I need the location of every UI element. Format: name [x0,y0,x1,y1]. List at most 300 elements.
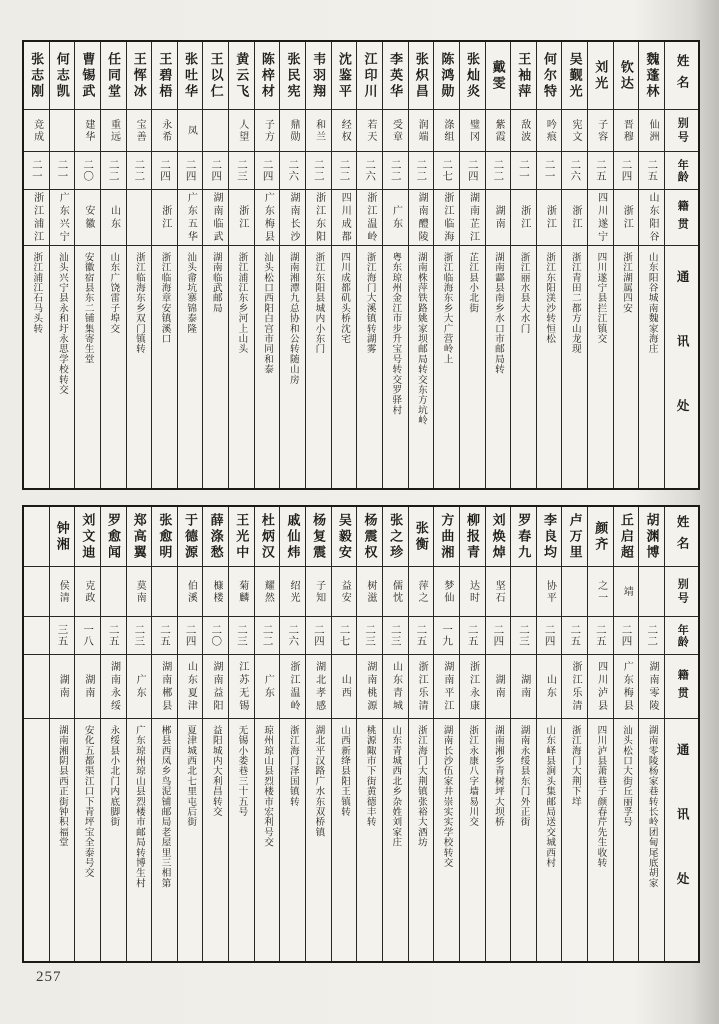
entry-contact: 山东广饶雷子埠交 [108,252,120,334]
entry-origin: 湖南零陵 [639,655,664,719]
header-alt-name: 别号 [665,110,698,152]
entry-origin: 浙江 [511,190,536,246]
entry-contact: 浙江丽水县大水门 [518,252,530,334]
entry-age: 二二 [639,617,664,655]
entry-name: 罗愈闻 [101,507,126,567]
entry-alt-name: 树滋 [357,567,382,617]
entry-name: 郑高翼 [127,507,152,567]
entry-name: 王袖萍 [511,42,536,110]
header-column [664,507,698,961]
entry-name: 王光中 [229,507,254,567]
entry-alt-name [24,567,49,617]
entry-name [24,507,49,567]
entry-name: 张之珍 [383,507,408,567]
entry-age: 二五 [152,617,177,655]
entry-column [510,42,536,488]
entry-column [485,507,511,961]
entry-contact: 湖南株萍铁路姚家坝邮局转交东方坑岭 [415,252,427,426]
entry-contact: 湖南湘潭九总协和公转随山房 [287,252,299,385]
entry-contact: 安化五都渠江口下青坪宝全泰号交 [82,725,94,878]
entry-age: 二四 [614,152,639,190]
entry-contact: 无锡小娄巷三十五号 [236,725,248,817]
entry-name: 杨复震 [306,507,331,567]
entry-origin: 山东阳谷 [639,190,664,246]
entry-alt-name: 重远 [101,110,126,152]
entry-origin: 浙江温岭 [280,655,305,719]
entry-name: 张愈明 [152,507,177,567]
entry-age: 二一 [24,152,49,190]
entry-column [74,42,100,488]
entry-column [433,507,459,961]
entry-origin: 安徽 [75,190,100,246]
entry-age: 二二 [486,152,511,190]
entry-origin: 四川成都 [332,190,357,246]
entry-column [433,42,459,488]
entry-name: 何尔特 [537,42,562,110]
entry-origin: 山东 [101,190,126,246]
entry-name: 方曲湘 [434,507,459,567]
header-alt-name: 别号 [665,567,698,617]
entry-age: 二六 [357,152,382,190]
entry-alt-name: 萍之 [409,567,434,617]
entry-age: 二三 [357,617,382,655]
entry-alt-name: 涤组 [434,110,459,152]
entry-age: 二〇 [75,152,100,190]
entry-alt-name: 仙洲 [639,110,664,152]
header-origin: 籍贯 [665,190,698,246]
entry-age: 二四 [178,617,203,655]
entry-column [49,507,75,961]
entry-age: 二五 [562,617,587,655]
entry-alt-name: 侯清 [50,567,75,617]
entry-origin: 广东 [255,655,280,719]
entry-origin: 湖南芷江 [460,190,485,246]
entry-origin: 浙江 [229,190,254,246]
entry-origin [127,190,152,246]
entry-contact: 浙江海门大荆镇张裕大酒坊 [415,725,427,848]
entry-name: 卢万里 [562,507,587,567]
entry-column [459,42,485,488]
entry-origin: 山东夏津 [178,655,203,719]
entry-alt-name [101,567,126,617]
entry-contact: 山东青城西北乡杂姓刘家庄 [390,725,402,848]
entry-name: 曹锡武 [75,42,100,110]
entry-name: 陈梓材 [255,42,280,110]
entry-origin: 浙江东阳 [306,190,331,246]
entry-contact: 浙江海门泽国镇转 [287,725,299,807]
entry-column [536,42,562,488]
entry-alt-name: 子方 [255,110,280,152]
entry-name: 张吐华 [178,42,203,110]
entry-column [24,507,49,961]
entry-age: 三五 [50,617,75,655]
entry-column [254,42,280,488]
entry-contact: 汕头畲坑寨锦泰隆 [185,252,197,334]
entry-name: 罗春九 [511,507,536,567]
entry-origin: 浙江乐清 [562,655,587,719]
entry-contact: 湖南零陵杨家巷转长岭团甸尾底胡家 [646,725,658,889]
entry-name: 李英华 [383,42,408,110]
entry-alt-name: 坚石 [486,567,511,617]
entry-name: 王碧梧 [152,42,177,110]
entry-contact: 湖南湘阴县西正街钟积福堂 [56,725,68,848]
entry-contact: 浙江永康八字墙易川交 [467,725,479,827]
entry-origin: 山东 [537,655,562,719]
entry-column [382,507,408,961]
entry-age: 二四 [614,617,639,655]
entry-name: 江印川 [357,42,382,110]
entry-age [24,617,49,655]
entry-age: 二四 [460,152,485,190]
entry-column [126,42,152,488]
entry-alt-name [152,567,177,617]
entry-origin: 广东梅县 [255,190,280,246]
entry-age: 二一 [537,152,562,190]
entry-column [638,507,664,961]
entry-contact: 四川成都矶头桥沈宅 [339,252,351,344]
entry-column [331,507,357,961]
entry-age: 二五 [460,617,485,655]
entry-column [408,507,434,961]
entry-contact: 浙江浦江东乡河上山头 [236,252,248,354]
entry-age: 二三 [127,617,152,655]
entry-column [305,42,331,488]
entry-column [151,42,177,488]
entry-alt-name: 耀然 [255,567,280,617]
entry-origin: 浙江临海 [434,190,459,246]
entry-alt-name [203,110,228,152]
entry-alt-name [639,567,664,617]
entry-age: 二二 [332,152,357,190]
entry-column [485,42,511,488]
entry-alt-name: 受章 [383,110,408,152]
entry-column [382,42,408,488]
entry-alt-name: 和兰 [306,110,331,152]
entry-contact: 湖南长沙伍家井崇实实学校转交 [441,725,453,868]
entry-alt-name: 宪文 [562,110,587,152]
header-age: 年龄 [665,617,698,655]
entry-alt-name: 紫霞 [486,110,511,152]
entry-age: 二四 [178,152,203,190]
entry-origin: 江苏无锡 [229,655,254,719]
entry-contact: 浙江海门大溪镇转湖雾 [364,252,376,354]
entry-alt-name: 绍光 [280,567,305,617]
entry-age: 二三 [511,617,536,655]
entry-column [356,507,382,961]
entry-column [279,507,305,961]
entry-column [459,507,485,961]
entry-origin: 浙江 [537,190,562,246]
entry-age: 一九 [434,617,459,655]
entry-alt-name: 达时 [460,567,485,617]
entry-contact: 浙江临海东乡双门镇转 [133,252,145,354]
entry-contact: 山西新绛县阳王镇转 [339,725,351,817]
entry-age: 二七 [332,617,357,655]
entry-age: 二五 [101,617,126,655]
entry-alt-name: 经权 [332,110,357,152]
entry-age: 二六 [280,617,305,655]
entry-name: 杨震权 [357,507,382,567]
entry-origin: 广东兴宁 [50,190,75,246]
entry-name: 吴觐光 [562,42,587,110]
header-contact: 通讯处 [675,743,690,937]
entry-contact: 桃源陬市下街黄德丰转 [364,725,376,827]
header-name: 姓名 [665,507,698,567]
entry-column [49,42,75,488]
entry-alt-name: 槺楼 [203,567,228,617]
entry-column [279,42,305,488]
entry-age: 二四 [203,152,228,190]
entry-alt-name: 菊麟 [229,567,254,617]
entry-alt-name: 莫南 [127,567,152,617]
entry-name: 于德源 [178,507,203,567]
entry-contact: 浙江海门大荆下垟 [569,725,581,807]
entry-name: 张志刚 [24,42,49,110]
entry-alt-name: 敌波 [511,110,536,152]
entry-contact: 湖南临武邮局 [210,252,222,314]
entry-contact: 湖南湘乡青树坪大坝桥 [492,725,504,827]
entry-alt-name: 益安 [332,567,357,617]
entry-origin: 山东青城 [383,655,408,719]
entry-alt-name: 儒忱 [383,567,408,617]
entry-origin: 山西 [332,655,357,719]
entry-alt-name: 梦仙 [434,567,459,617]
entry-age: 二二 [383,152,408,190]
entry-column [24,42,49,488]
entry-column [254,507,280,961]
entry-origin: 浙江 [614,190,639,246]
header-age: 年龄 [665,152,698,190]
entry-name: 黄云飞 [229,42,254,110]
entry-contact: 安徽宿县东二铺集寄生堂 [82,252,94,365]
entry-name: 钦达 [614,42,639,110]
entry-name: 李良均 [537,507,562,567]
entry-origin: 广东梅县 [614,655,639,719]
entry-alt-name: 伯溪 [178,567,203,617]
entry-age: 二四 [537,617,562,655]
entry-age: 二四 [152,152,177,190]
entry-age: 二四 [486,617,511,655]
entry-contact [24,719,49,961]
entry-contact: 夏津城西北七里屯后街 [185,725,197,827]
entry-alt-name: 吟痕 [537,110,562,152]
entry-origin: 广东 [127,655,152,719]
entry-name: 刘焕焯 [486,507,511,567]
entry-age: 二三 [229,152,254,190]
entry-alt-name: 子容 [588,110,613,152]
header-column [664,42,698,488]
entry-age: 二四 [255,152,280,190]
entry-contact: 浙江青田二都方山龙现 [569,252,581,354]
entry-origin: 湖南桃源 [357,655,382,719]
entry-contact: 汕头松口大街丘丽孚号 [621,725,633,827]
entry-origin: 湖北孝感 [306,655,331,719]
entry-name: 颜齐 [588,507,613,567]
entry-origin: 浙江浦江 [24,190,49,246]
entry-contact: 四川遂宁县拦江镇交 [595,252,607,344]
entry-origin: 浙江 [562,190,587,246]
entry-contact: 益阳城内大利昌转交 [210,725,222,817]
directory-table-top [22,40,700,490]
entry-name: 张衡 [409,507,434,567]
entry-origin: 湖南益阳 [203,655,228,719]
entry-contact: 湖北平汉路广水东双桥镇 [313,725,325,838]
entry-age: 二一 [511,152,536,190]
entry-origin: 广东五华 [178,190,203,246]
entry-alt-name [511,567,536,617]
entry-contact: 汕头松口西阳白宫市同和泰 [262,252,274,375]
entry-name: 张民宪 [280,42,305,110]
entry-contact: 郴县西凤乡鸟泥铺邮局老屋里三相第 [159,725,171,889]
entry-name: 吴毅安 [332,507,357,567]
entry-column [561,507,587,961]
entry-age: 二二 [101,152,126,190]
entry-contact: 湖南永绥县东门外正街 [518,725,530,827]
entry-column [202,507,228,961]
entry-name: 魏蓬林 [639,42,664,110]
entry-contact: 粤东琼州金江市步升宝号转交罗驿村 [390,252,402,416]
entry-name: 张灿炎 [460,42,485,110]
entry-column [561,42,587,488]
entry-column [587,507,613,961]
entry-alt-name: 凤 [178,110,203,152]
entry-contact: 浙江浦江石马头转 [31,252,43,334]
entry-age: 二二 [127,152,152,190]
entry-origin: 四川遂宁 [588,190,613,246]
entry-origin: 湖南 [75,655,100,719]
entry-alt-name: 润端 [409,110,434,152]
entry-contact: 浙江临海章安镇溪口 [159,252,171,344]
entry-name: 任同堂 [101,42,126,110]
entry-alt-name: 晋穆 [614,110,639,152]
entry-origin: 湖南郴县 [152,655,177,719]
entry-alt-name: 人望 [229,110,254,152]
entry-column [74,507,100,961]
entry-alt-name: 璧冈 [460,110,485,152]
entry-name: 陈鸿勋 [434,42,459,110]
entry-alt-name: 靖 [614,567,639,617]
entry-origin: 浙江温岭 [357,190,382,246]
entry-column [100,507,126,961]
entry-origin: 湖南醴陵 [409,190,434,246]
entry-age: 二七 [434,152,459,190]
entry-age: 二六 [562,152,587,190]
entry-origin: 四川泸县 [588,655,613,719]
entry-age: 一八 [75,617,100,655]
entry-contact: 广东琼州琼山县烈楼市邮局转博生村 [133,725,145,889]
entry-origin: 浙江 [152,190,177,246]
entry-contact: 永绥县小北门内底脚街 [108,725,120,827]
entry-contact: 汕头兴宁县永和圩永思学校转交 [56,252,68,395]
entry-name: 王以仁 [203,42,228,110]
entry-name: 何志凯 [50,42,75,110]
entry-column [408,42,434,488]
entry-column [356,42,382,488]
entry-column [510,507,536,961]
entry-alt-name: 建华 [75,110,100,152]
entry-column [638,42,664,488]
entry-alt-name [50,110,75,152]
entry-age: 二一 [50,152,75,190]
entry-alt-name: 鼎勋 [280,110,305,152]
entry-origin: 湖南 [486,655,511,719]
entry-origin: 湖南永绥 [101,655,126,719]
entry-name: 薛涤愁 [203,507,228,567]
entry-name: 戴雯 [486,42,511,110]
entry-alt-name: 若天 [357,110,382,152]
entry-column [126,507,152,961]
entry-contact: 浙江东阳县城内小东门 [313,252,325,354]
entry-contact: 山东峄县涧头集邮局送交城西村 [544,725,556,868]
entry-column [331,42,357,488]
entry-alt-name: 竞成 [24,110,49,152]
entry-name: 戚仙炜 [280,507,305,567]
entry-origin: 广东 [383,190,408,246]
entry-alt-name: 之一 [588,567,613,617]
entry-contact: 浙江东阳渼沙转恒松 [544,252,556,344]
entry-name: 刘文迪 [75,507,100,567]
entry-alt-name: 子知 [306,567,331,617]
header-origin: 籍贯 [665,655,698,719]
entry-origin: 湖南 [50,655,75,719]
entry-age: 二五 [639,152,664,190]
entry-column [228,507,254,961]
entry-name: 杜炳汉 [255,507,280,567]
entry-age: 二〇 [203,617,228,655]
entry-contact: 湖南酃县南乡水口市邮局转 [492,252,504,375]
entry-age: 二二 [409,152,434,190]
entry-age: 二三 [229,617,254,655]
page-number: 257 [36,969,62,985]
entry-origin: 湖南 [486,190,511,246]
entry-column [305,507,331,961]
entry-name: 沈鉴平 [332,42,357,110]
entry-alt-name [562,567,587,617]
entry-origin: 浙江永康 [460,655,485,719]
entry-name: 胡渊博 [639,507,664,567]
entry-name: 钟湘 [50,507,75,567]
entry-alt-name: 克政 [75,567,100,617]
entry-age: 二五 [588,152,613,190]
entry-column [613,507,639,961]
entry-column [177,507,203,961]
entry-age: 二四 [306,617,331,655]
entry-name: 王恽冰 [127,42,152,110]
entry-age: 二二 [255,617,280,655]
entry-age: 二三 [383,617,408,655]
entry-column [613,42,639,488]
entry-alt-name: 永希 [152,110,177,152]
entry-column [587,42,613,488]
entry-column [177,42,203,488]
entry-contact: 琼州琼山县烈楼市宏利号交 [262,725,274,848]
entry-name: 刘光 [588,42,613,110]
directory-table-bottom [22,505,700,963]
entry-origin: 浙江乐清 [409,655,434,719]
entry-contact: 四川泸县萧巷子颜春芹先生收转 [595,725,607,868]
entry-column [202,42,228,488]
entry-name: 张炽昌 [409,42,434,110]
entry-contact: 浙江湖属四安 [621,252,633,314]
header-name: 姓名 [665,42,698,110]
entry-origin: 湖南长沙 [280,190,305,246]
entry-age: 二五 [409,617,434,655]
entry-age: 二二 [306,152,331,190]
entry-origin: 湖南 [511,655,536,719]
entry-alt-name: 宝善 [127,110,152,152]
entry-contact: 浙江临海东乡大广营岭上 [441,252,453,365]
entry-name: 韦羽翔 [306,42,331,110]
